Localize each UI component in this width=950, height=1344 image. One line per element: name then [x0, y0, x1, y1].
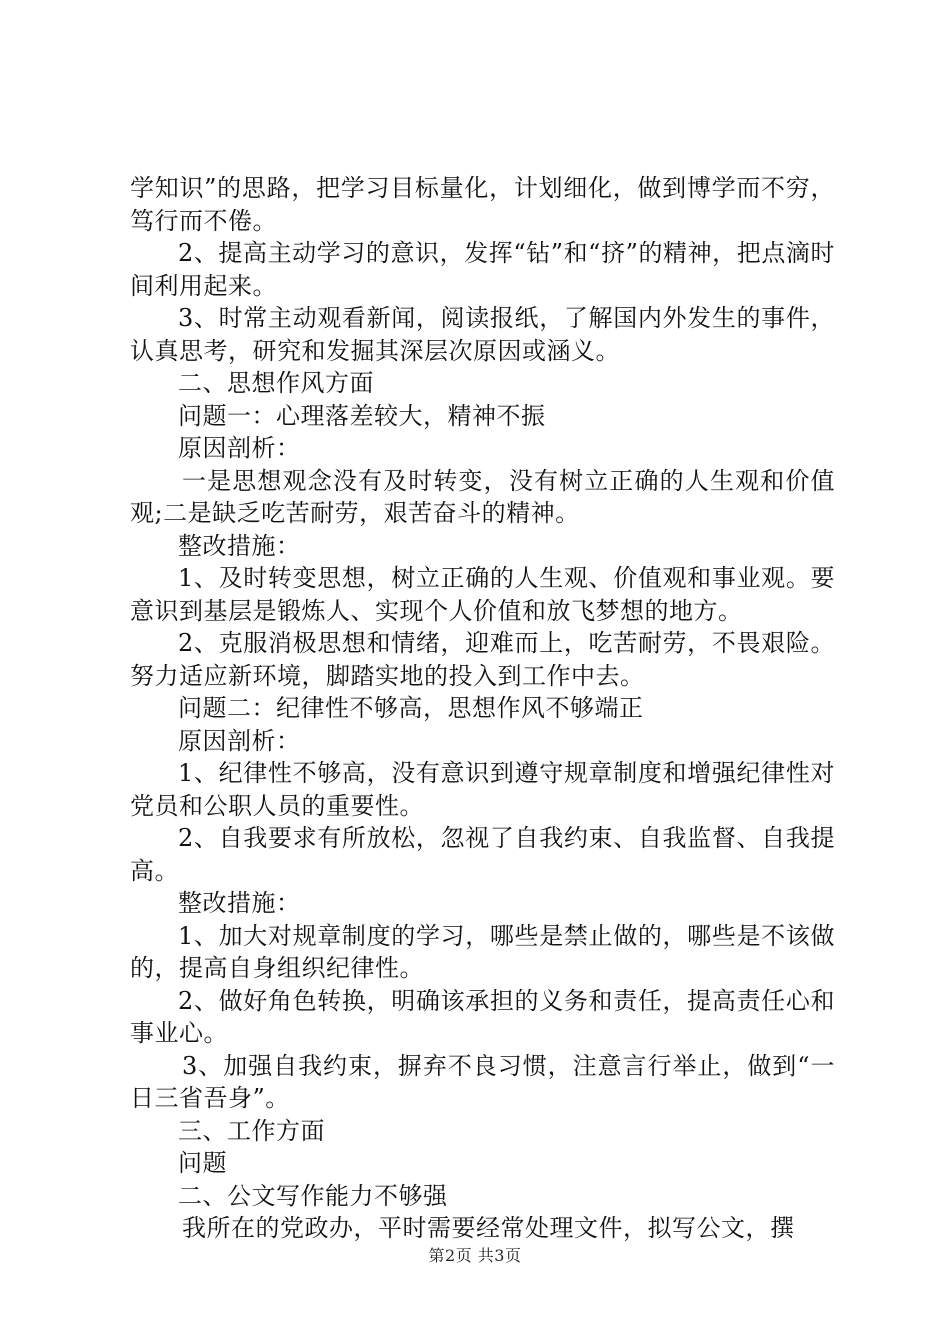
document-body	[130, 172, 835, 1245]
subheading: 整改措施：	[178, 889, 301, 917]
problem-heading: 问题二：纪律性不够高，思想作风不够端正	[178, 694, 644, 722]
paragraph: 3、时常主动观看新闻，阅读报纸，了解国内外发生的事件，认真思考，研究和发掘其深层次原因或涵义。	[130, 304, 835, 365]
paragraph: 1、纪律性不够高，没有意识到遵守规章制度和增强纪律性对党员和公职人员的重要性。	[130, 759, 835, 820]
paragraph: 一是思想观念没有及时转变，没有树立正确的人生观和价值观;二是缺乏吃苦耐劳，艰苦奋斗的精神。	[130, 466, 835, 527]
paragraph: 1、加大对规章制度的学习，哪些是禁止做的，哪些是不该做的，提高自身组织纪律性。	[130, 921, 835, 982]
subheading: 整改措施：	[178, 531, 301, 560]
subheading: 原因剖析：	[178, 726, 301, 755]
paragraph: 2、自我要求有所放松，忽视了自我约束、自我监督、自我提高。	[130, 824, 835, 885]
paragraph: 2、做好角色转换，明确该承担的义务和责任，提高责任心和事业心。	[130, 986, 835, 1047]
problem-heading: 问题一：心理落差较大，精神不振	[178, 401, 546, 430]
problem-heading: 问题	[178, 1149, 227, 1177]
paragraph: 3、加强自我约束，摒弃不良习惯，注意言行举止，做到“一日三省吾身”。	[130, 1051, 835, 1112]
paragraph: 2、提高主动学习的意识，发挥“钻”和“挤”的精神，把点滴时间利用起来。	[130, 239, 835, 300]
subheading: 原因剖析：	[178, 434, 301, 462]
paragraph: 学知识”的思路，把学习目标量化，计划细化，做到博学而不穷，笃行而不倦。	[130, 174, 835, 235]
paragraph: 我所在的党政办，平时需要经常处理文件，拟写公文，撰	[182, 1214, 795, 1242]
page-footer: 第2页 共3页	[428, 1246, 522, 1265]
section-heading: 二、思想作风方面	[178, 369, 374, 397]
paragraph: 2、克服消极思想和情绪，迎难而上，吃苦耐劳，不畏艰险。努力适应新环境，脚踏实地的投入到工作中去。	[130, 629, 835, 690]
subheading: 二、公文写作能力不够强	[178, 1181, 448, 1210]
paragraph: 1、及时转变思想，树立正确的人生观、价值观和事业观。要意识到基层是锻炼人、实现个人价值和放飞梦想的地方。	[130, 564, 835, 625]
section-heading: 三、工作方面	[178, 1116, 325, 1145]
